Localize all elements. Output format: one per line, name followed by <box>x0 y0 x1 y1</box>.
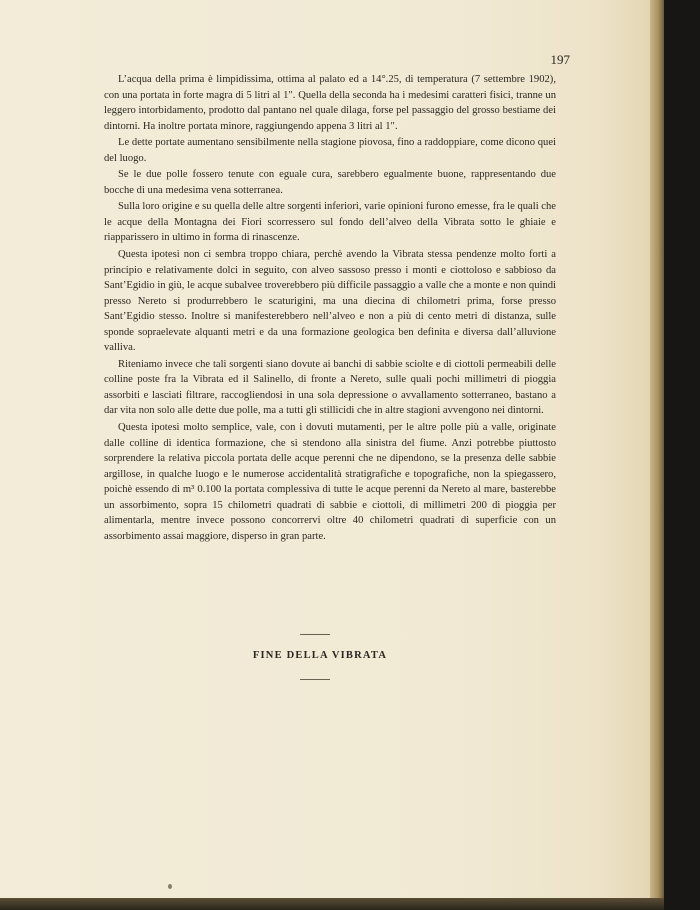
paragraph: Se le due polle fossero tenute con eguale cura, sarebbero egualmente buone, rappresentando due bocche di una medesima vena sotterranea. <box>104 169 556 196</box>
page-number: 197 <box>550 52 570 67</box>
divider-top <box>300 634 330 635</box>
bottom-edge-shadow <box>0 898 664 910</box>
paragraph: L’acqua della prima è limpidissima, ottima al palato ed a 14°.25, di temperatura (7 settembre 1902), con una portata in forte magra di 5 litri al 1″. Quella della seconda ha i medesimi caratteri fisici, tranne un leggero intorbidamento, prodotto dal pantano nel quale dilaga, forse pel passaggio del grosso bestiame dei dintorni. Ha inoltre portata minore, raggiungendo appena 3 litri al 1″. <box>104 74 556 132</box>
paragraph: Sulla loro origine e su quella delle altre sorgenti inferiori, varie opinioni furono emesse, fra le quali che le acque della Montagna dei Fiori scorressero sul fondo dell’alveo della Vibrata sotto le ghiaie e riapparissero in ultimo in forma di rinascenze. <box>104 201 556 244</box>
paragraph: Questa ipotesi molto semplice, vale, con i dovuti mutamenti, per le altre polle più a valle, originate dalle colline di identica formazione, che si stendono alla sinistra del fiume. Anzi potrebbe piuttosto sorprendere la relativa piccola portata delle acque perenni che ne dipendono, se la presenza delle sabbie argillose, in qualche luogo e le numerose accidentalità stratigrafiche e topografiche, non la spiegassero, poichè essendo di m³ 0.100 la portata complessiva di tutte le acque perenni da Nereto al mare, basterebbe un assorbimento, sopra 15 chilometri quadrati di sabbie e ciottoli, di millimetri 200 di pioggia per alimentarla, mentre invece possono concorrervi oltre 40 chilometri quadrati di superficie con un assorbimento assai maggiore, disperso in gran parte. <box>104 422 556 542</box>
paragraph: Riteniamo invece che tali sorgenti siano dovute ai banchi di sabbie sciolte e di ciottoli permeabili delle colline poste fra la Vibrata ed il Salinello, di fronte a Nereto, sulle quali pochi millimetri di pioggia assorbiti e lasciati filtrare, raccogliendosi in una sola depressione o avvallamento sotterraneo, bastano a dar vita non solo alle dette due polle, ma a tutti gli stillicidi che in altre stagioni avvengono nei dintorni. <box>104 358 556 417</box>
body-text <box>104 72 556 545</box>
divider-bottom <box>300 679 330 680</box>
page-edge <box>650 0 664 905</box>
paragraph: Questa ipotesi non ci sembra troppo chiara, perchè avendo la Vibrata stessa pendenze molto forti a principio e relativamente dolci in seguito, con alveo sassoso presso i monti e ciottoloso e sabbioso da Sant’Egidio in giù, le acque subalvee troverebbero più difficile passaggio a valle che a monte e non quindi presso Nereto si produrrebbero le scaturigini, ma una diecina di chilometri prima, forse presso Sant’Egidio stesso. Inoltre si manifesterebbero nell’alveo e non a più di cento metri di distanza, sulle sponde sopraelevate alquanti metri e da una formazione geologica ben definita e diversa dall’alluvione valliva. <box>104 249 556 354</box>
paragraph: Le dette portate aumentano sensibilmente nella stagione piovosa, fino a raddoppiare, come dicono quei del luogo. <box>104 137 556 164</box>
paper-speck <box>168 884 172 889</box>
section-end-heading: FINE DELLA VIBRATA <box>252 650 388 661</box>
scan-background <box>664 0 700 910</box>
